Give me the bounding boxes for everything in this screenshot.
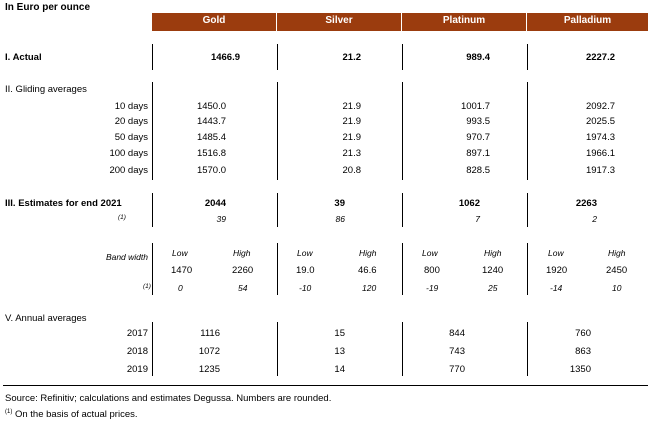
- band-high-label: High: [359, 248, 377, 258]
- section-annual-label: V. Annual averages: [5, 313, 87, 324]
- actual-palladium: 2227.2: [585, 52, 615, 63]
- bottom-rule: [3, 385, 648, 386]
- band-pct-palladium-high: 10: [612, 283, 622, 293]
- column-header-palladium: Palladium: [563, 15, 612, 26]
- cell-silver: 13: [334, 346, 345, 357]
- cell-platinum: 1001.7: [460, 101, 490, 112]
- band-low-label: Low: [422, 248, 438, 258]
- cell-platinum: 970.7: [466, 132, 490, 143]
- band-palladium-low: 1920: [546, 265, 568, 276]
- band-high-label: High: [608, 248, 626, 258]
- band-silver-high: 46.6: [358, 265, 377, 276]
- cell-palladium: 1974.3: [585, 132, 615, 143]
- section-estimates-label: III. Estimates for end 2021: [5, 198, 122, 209]
- band-high-label: High: [484, 248, 502, 258]
- cell-platinum: 897.1: [466, 148, 490, 159]
- band-note-marker: (1): [143, 283, 151, 290]
- column-header-gold: Gold: [202, 15, 226, 26]
- cell-silver: 15: [334, 328, 345, 339]
- row-label: 2017: [126, 328, 148, 339]
- unit-label: In Euro per ounce: [5, 2, 91, 13]
- footnote-text: On the basis of actual prices.: [14, 409, 138, 421]
- row-label: 10 days: [114, 101, 148, 112]
- band-pct-silver-high: 120: [362, 283, 377, 293]
- cell-platinum: 828.5: [466, 165, 490, 176]
- cell-silver: 21.9: [342, 116, 361, 127]
- row-label: 2019: [126, 364, 148, 375]
- estimate-note-marker: (1): [118, 214, 126, 221]
- row-label: 200 days: [109, 165, 148, 176]
- cell-palladium: 2092.7: [585, 101, 615, 112]
- band-pct-platinum-high: 25: [488, 283, 498, 293]
- cell-platinum: 770: [449, 364, 465, 375]
- band-pct-gold-low: 0: [178, 283, 183, 293]
- row-label: 20 days: [114, 116, 148, 127]
- band-palladium-high: 2450: [606, 265, 628, 276]
- cell-palladium: 1350: [569, 364, 591, 375]
- cell-gold: 1570.0: [196, 165, 226, 176]
- cell-silver: 20.8: [342, 165, 361, 176]
- band-low-label: Low: [297, 248, 313, 258]
- band-pct-silver-low: -10: [299, 283, 312, 293]
- band-platinum-high: 1240: [482, 265, 504, 276]
- section-actual-label: I. Actual: [5, 52, 42, 63]
- cell-gold: 1116: [200, 328, 220, 339]
- actual-gold: 1466.9: [210, 52, 240, 63]
- cell-palladium: 760: [575, 328, 591, 339]
- section-gliding-label: II. Gliding averages: [5, 84, 87, 95]
- footnote-marker: (1): [5, 409, 13, 415]
- band-low-label: Low: [548, 248, 564, 258]
- cell-gold: 1443.7: [196, 116, 226, 127]
- row-label: 2018: [126, 346, 148, 357]
- band-pct-platinum-low: -19: [426, 283, 439, 293]
- estimate-platinum: 1062: [458, 198, 480, 209]
- cell-platinum: 844: [449, 328, 465, 339]
- cell-silver: 21.9: [342, 101, 361, 112]
- band-pct-gold-high: 54: [238, 283, 248, 293]
- estimate-note-silver: 86: [335, 214, 345, 224]
- actual-silver: 21.2: [342, 52, 361, 63]
- estimate-silver: 39: [334, 198, 345, 209]
- band-silver-low: 19.0: [296, 265, 315, 276]
- band-low-label: Low: [172, 248, 188, 258]
- cell-gold: 1235: [198, 364, 220, 375]
- band-high-label: High: [233, 248, 251, 258]
- cell-gold: 1450.0: [196, 101, 226, 112]
- row-label: 100 days: [109, 148, 148, 159]
- cell-platinum: 743: [449, 346, 465, 357]
- band-pct-palladium-low: -14: [550, 283, 563, 293]
- band-width-label: Band width: [105, 252, 148, 262]
- column-header-silver: Silver: [325, 15, 353, 26]
- cell-silver: 14: [334, 364, 345, 375]
- row-label: 50 days: [114, 132, 148, 143]
- cell-gold: 1072: [198, 346, 220, 357]
- cell-palladium: 2025.5: [585, 116, 615, 127]
- band-gold-low: 1470: [171, 265, 193, 276]
- actual-platinum: 989.4: [466, 52, 490, 63]
- column-header-platinum: Platinum: [442, 15, 486, 26]
- cell-palladium: 863: [575, 346, 591, 357]
- footnote: [5, 409, 138, 420]
- band-gold-high: 2260: [232, 265, 254, 276]
- cell-platinum: 993.5: [466, 116, 490, 127]
- estimate-palladium: 2263: [575, 198, 597, 209]
- cell-silver: 21.9: [342, 132, 361, 143]
- estimate-gold: 2044: [204, 198, 226, 209]
- cell-silver: 21.3: [342, 148, 361, 159]
- estimate-note-palladium: 2: [592, 214, 597, 224]
- cell-gold: 1485.4: [196, 132, 226, 143]
- estimate-note-gold: 39: [216, 214, 226, 224]
- cell-palladium: 1917.3: [585, 165, 615, 176]
- estimate-note-platinum: 7: [475, 214, 480, 224]
- cell-gold: 1516.8: [196, 148, 226, 159]
- band-platinum-low: 800: [424, 265, 440, 276]
- source-note: Source: Refinitiv; calculations and estimates Degussa. Numbers are rounded.: [5, 393, 332, 404]
- cell-palladium: 1966.1: [585, 148, 615, 159]
